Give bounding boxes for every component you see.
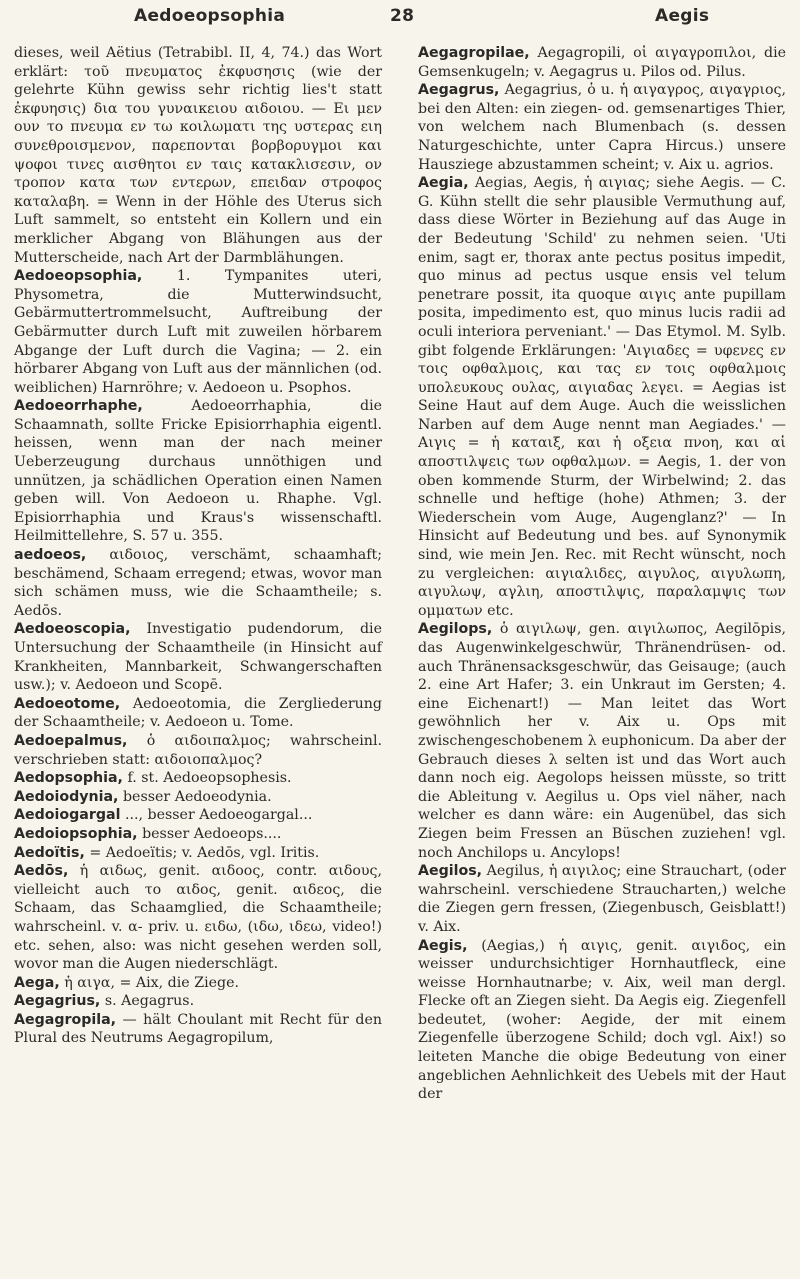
dictionary-entry (418, 81, 786, 174)
entry-text: Aedoeotomia, die Zergliederung der Schaamtheile; v. Aedoeon u. Tome. (14, 695, 382, 731)
running-head-left: Aedoeopsophia (134, 6, 286, 26)
page-number: 28 (390, 6, 415, 26)
entry-text: dieses, weil Aëtius (Tetrabibl. II, 4, 74.) das Wort erklärt: τοῦ πνευματος ἐκφυσησις (wie der gelehrte Kühn gewiss sehr richtig lies't statt ἐκφυησις) δια του γυναικειου αιδοιου. — Ει μεν ουν το πνευμα εν τω κοιλωματι της υστερας ειη συνεθροισμενον, παρεπονται βορβορυγμοι και ψοφοι τινες αισθητοι εν ταις κατακλισεσιν, ον τροπον κατα των εντερων, επειδαν στροφος καταλαβη. = Wenn in der Höhle des Uterus sich Luft sammelt, so entsteht ein Kollern und ein merklicher Abgang von Blähungen aus der Mutterscheide, nach Art der Darmblähungen. (14, 45, 382, 266)
entry-headword: Aega, (14, 974, 60, 991)
entry-text: = Aedoeïtis; v. Aedōs, vgl. Iritis. (89, 844, 320, 861)
dictionary-entry (14, 267, 382, 397)
dictionary-entry (14, 862, 382, 974)
entry-headword: Aedoiodynia, (14, 788, 119, 805)
entry-text: Aegagrius, ὁ u. ἡ αιγαγρος, αιγαγριος, bei den Alten: ein ziegen- od. gemsenartiges Thier, von welchem nach Blumenbach (s. dessen Naturgeschichte, unter Capra Hircus.) unsere Hausziege abzustammen scheint; v. Aix u. agrios. (418, 82, 787, 173)
entry-text: f. st. Aedoeopsophesis. (127, 770, 292, 787)
entry-text: ..., besser Aedoeogargal... (124, 807, 313, 824)
entry-headword: Aegia, (418, 175, 469, 192)
entry-text: ὁ αιγιλωψ, gen. αιγιλωπος, Aegilōpis, das Augenwinkelgeschwür, Thränendrüsen- od. auch Thränensacksgeschwür, das Geisauge; (auch 2. eine Art Hafer; 3. ein Unkraut im Gersten; 4. eine Eichenart!) — Man leitet das Wort gewöhnlich her v. Aix u. Ops mit zwischengeschobenem λ euphonicum. Da aber der Gebrauch dieses λ selten ist und das Wort auch dann noch eig. Aegolops heissen müsste, so tritt die Ableitung v. Aegilus u. Ops viel näher, nach welcher es dann wäre: ein Augenübel, das sich Ziegen beim Fressen an Büschen zuziehen! vgl. noch Anchilops u. Ancylops! (418, 621, 787, 861)
entry-text: αιδοιος, verschämt, schaamhaft; beschämend, Schaam erregend; etwas, wovor man sich schämen muss, wie die Schaamtheile; s. Aedōs. (14, 547, 382, 619)
entry-text: s. Aegagrus. (104, 993, 195, 1010)
entry-text: Investigatio pudendorum, die Untersuchung der Schaamtheile (in Hinsicht auf Krankheiten, Mannbarkeit, Schwangerschaften usw.); v. Aedoeon und Scopē. (14, 621, 382, 694)
right-column (418, 44, 786, 1104)
running-head-right: Aegis (655, 6, 710, 26)
entry-headword: Aegagrius, (14, 993, 101, 1010)
dictionary-entry (418, 937, 786, 1104)
entry-headword: Aedoiogargal (14, 807, 121, 824)
entry-headword: Aegis, (418, 937, 468, 954)
entry-text: ἡ αιδως, genit. αιδοος, contr. αιδους, vielleicht auch το αιδος, genit. αιδεος, die Schaam, das Schaamglied, die Schaamtheile; wahrscheinl. v. α- priv. u. ειδω, (ιδω, ιδεω, video!) etc. sehen, also: was nicht gesehen werden soll, wovor man die Augen niederschlägt. (14, 863, 382, 973)
page-header (0, 6, 800, 36)
dictionary-entry (14, 620, 382, 694)
entry-text: besser Aedoeodynia. (122, 788, 272, 805)
dictionary-entry (14, 44, 382, 267)
entry-text: Aedoeorrhaphia, die Schaamnath, sollte Fricke Episiorrhaphia eigentl. heissen, wenn man der nach meiner Ueberzeugung durchaus unnöthigen und unnützen, ja schädlichen Operation einen Namen geben will. Von Aedoeon u. Rhaphe. Vgl. Episiorrhaphia und Kraus's wissenschaftl. Heilmittellehre, S. 57 u. 355. (14, 398, 382, 545)
dictionary-entry (418, 620, 786, 862)
dictionary-entry (14, 825, 382, 844)
dictionary-entry (14, 397, 382, 546)
dictionary-entry (418, 862, 786, 936)
entry-headword: aedoeos, (14, 547, 87, 564)
entry-text: Aegias, Aegis, ἡ αιγιας; siehe Aegis. — C. G. Kühn stellt die sehr plausible Vermuthung auf, dass diese Wörter in Beziehung auf das Auge in der Bedeutung 'Schild' zu nehmen seien. 'Uti enim, sagt er, thorax ante pectus positus impedit, quo minus ad pectus usque ensis vel telum penetrare possit, ita quoque αιγις ante pupillam posita, impedimento est, quo minus lucis radii ad oculi interiora perveniant.' — Das Etymol. M. Sylb. gibt folgende Erklärungen: 'Αιγιαδες = υφενες εν τοις οφθαλμοις, και τας εν τοις οφθαλμοις υπολευκους ουλας, αιγιαδας λεγει. = Aegias ist Seine Haut auf dem Auge. Auch die weisslichen Narben auf dem Auge nennt man Aegiades.' — Αιγις = ἡ καταιξ, και ἡ οξεια πνοη, και αἱ αποστιλψεις των οφθαλμων. = Aegis, 1. der von oben kommende Sturm, der Wirbelwind; 2. das schnelle und heftige (hohe) Athmen; 3. der Wiederschein vom Auge, Augenglanz?' — In Hinsicht auf Bedeutung und bes. auf Synonymik sind, wie mein Jen. Rec. mit Recht wünscht, noch zu vergleichen: αιγιαλιδες, αιγυλος, αιγυλωπη, αιγυλωψ, αγλιη, αποστιλψις, παραλαμψις των ομματων etc. (418, 175, 786, 619)
entry-headword: Aedoepalmus, (14, 732, 128, 749)
dictionary-entry (14, 788, 382, 807)
dictionary-entry (14, 1011, 382, 1048)
dictionary-entry (14, 695, 382, 732)
entry-text: Aegagropili, οἱ αιγαγροπιλοι, die Gemsenkugeln; v. Aegagrus u. Pilos od. Pilus. (418, 45, 787, 80)
entry-text: — hält Choulant mit Recht für den Plural des Neutrums Aegagropilum, (14, 1011, 382, 1047)
entry-headword: Aedopsophia, (14, 770, 123, 787)
dictionary-entry (14, 974, 382, 993)
entry-headword: Aegilos, (418, 863, 483, 880)
dictionary-entry (14, 806, 382, 825)
entry-text: Aegilus, ἡ αιγιλος; eine Strauchart, (oder wahrscheinl. verschiedene Straucharten,) welche die Ziegen gern fressen, (Ziegenbusch, Geisblatt!) v. Aix. (418, 863, 787, 935)
entry-headword: Aedoiopsophia, (14, 825, 138, 842)
entry-headword: Aegagropila, (14, 1011, 117, 1028)
dictionary-entry (14, 732, 382, 769)
dictionary-entry (14, 769, 382, 788)
dictionary-entry (14, 546, 382, 620)
entry-text: besser Aedoeops.... (142, 825, 282, 842)
entry-text: 1. Tympanites uteri, Physometra, die Mutterwindsucht, Gebärmuttertrommelsucht, Auftreibung der Gebärmutter durch Luft mit zuweilen hörbarem Abgange der Luft durch die Vagina; — 2. ein hörbarer Abgang von Luft aus der männlichen (od. weiblichen) Harnröhre; v. Aedoeon u. Psophos. (14, 268, 382, 396)
entry-headword: Aegagropilae, (418, 45, 530, 61)
left-column (14, 44, 382, 1048)
dictionary-entry (14, 992, 382, 1011)
entry-headword: Aedoeotome, (14, 695, 121, 712)
entry-headword: Aedoïtis, (14, 844, 85, 861)
entry-headword: Aedoeorrhaphe, (14, 398, 143, 415)
entry-headword: Aegagrus, (418, 82, 500, 99)
entry-text: ὁ αιδοιπαλμος; wahrscheinl. verschrieben statt: αιδοιοπαλμος? (14, 732, 382, 768)
entry-text: ἡ αιγα, = Aix, die Ziege. (64, 974, 239, 991)
entry-headword: Aegilops, (418, 621, 493, 638)
dictionary-entry (14, 844, 382, 863)
entry-text: (Aegias,) ἡ αιγις, genit. αιγιδος, ein weisser undurchsichtiger Hornhautfleck, eine weisse Hornhautnarbe; v. Aix, weil man dergl. Flecke oft an Ziegen sieht. Da Aegis eig. Ziegenfell bedeutet, (woher: Aegide, der mit einem Ziegenfelle überzogene Schild; doch vgl. Aix!) so leiteten Manche die obige Bedeutung von einer angeblichen Aehnlichkeit des Uebels mit der Haut der (418, 937, 786, 1103)
entry-headword: Aedoeoscopia, (14, 621, 131, 638)
entry-headword: Aedoeopsophia, (14, 268, 143, 285)
entry-headword: Aedōs, (14, 863, 69, 880)
dictionary-entry (418, 44, 786, 81)
dictionary-entry (418, 174, 786, 620)
